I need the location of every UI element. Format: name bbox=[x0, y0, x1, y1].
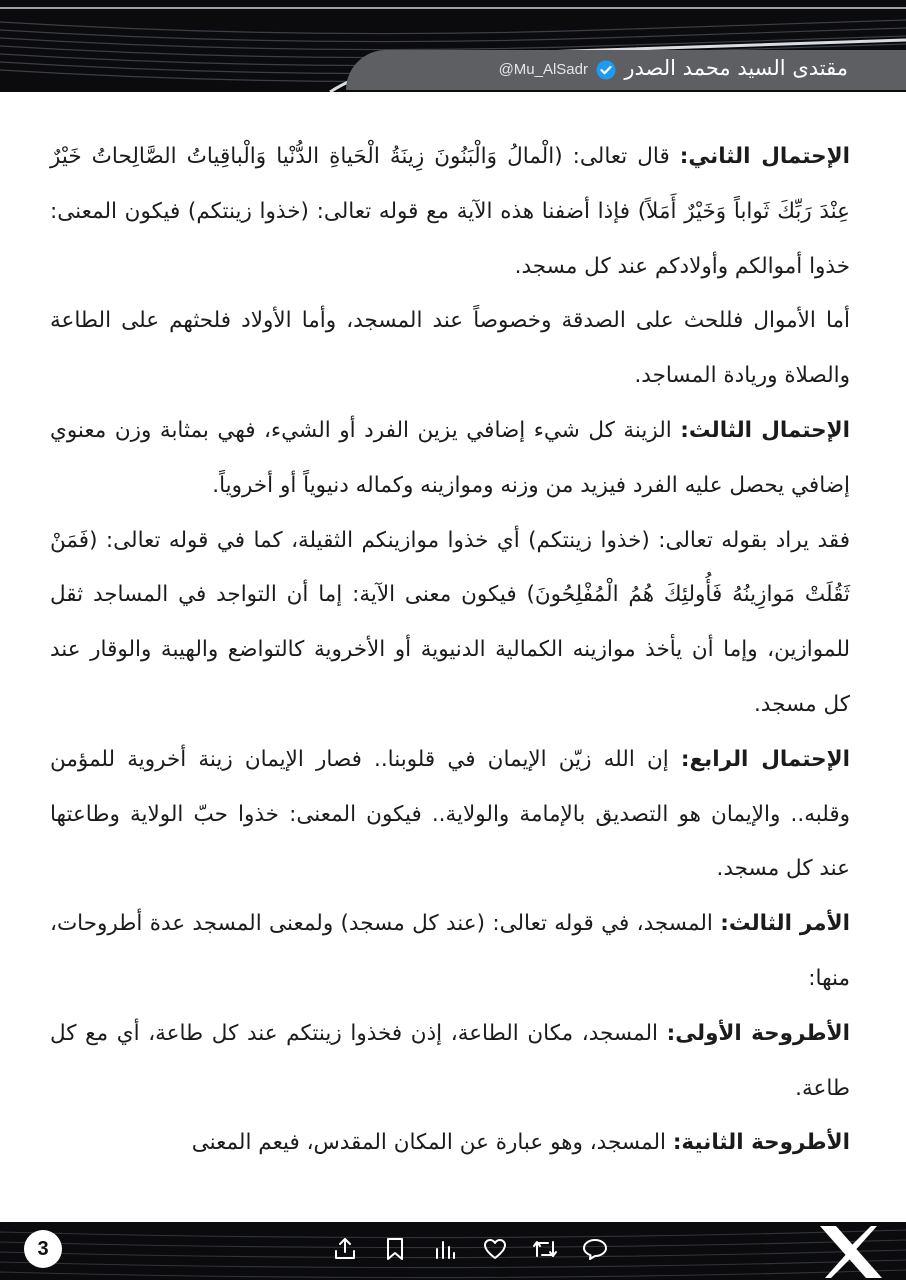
action-icons bbox=[330, 1234, 610, 1264]
paragraph bbox=[50, 514, 850, 733]
bookmark-icon[interactable] bbox=[380, 1234, 410, 1264]
paragraph-label: الأطروحة الثانية: bbox=[672, 1130, 850, 1156]
paragraph-text: قال تعالى: (الْمالُ وَالْبَنُونَ زِينَةُ الْحَياةِ الدُّنْيا وَالْباقِياتُ الصَّالِحاتُ خَيْرٌ عِنْدَ رَبِّكَ ثَواباً وَخَيْرٌ أَمَلاً) فإذا أضفنا هذه الآية مع قوله تعالى: (خذوا زينتكم) فيكون المعنى: خذوا أموالكم وأولادكم عند كل مسجد. bbox=[50, 144, 850, 279]
retweet-icon[interactable] bbox=[530, 1234, 560, 1264]
reply-icon[interactable] bbox=[580, 1234, 610, 1264]
paragraph-label: الأمر الثالث: bbox=[720, 911, 850, 937]
paragraph-text: المسجد، مكان الطاعة، إذن فخذوا زينتكم عند كل طاعة، أي مع كل طاعة. bbox=[50, 1020, 850, 1101]
paragraph-text: المسجد، وهو عبارة عن المكان المقدس، فيعم المعنى bbox=[191, 1130, 673, 1156]
page-number: 3 bbox=[24, 1230, 62, 1268]
share-icon[interactable] bbox=[330, 1234, 360, 1264]
paragraph-text: أما الأموال فللحث على الصدقة وخصوصاً عند المسجد، وأما الأولاد فلحثهم على الطاعة والصلاة وريادة المساجد. bbox=[50, 308, 850, 389]
profile-name: مقتدى السيد محمد الصدر bbox=[624, 56, 848, 80]
paragraph bbox=[50, 1007, 850, 1117]
paragraph-label: الإحتمال الثاني: bbox=[679, 144, 850, 169]
paragraph bbox=[50, 733, 850, 897]
paragraph-text: إن الله زيّن الإيمان في قلوبنا.. فصار الإيمان زينة أخروية للمؤمن وقلبه.. والإيمان هو التصديق بالإمامة والولاية.. فيكون المعنى: خذوا حبّ الولاية وطاعتها عند كل مسجد. bbox=[50, 746, 850, 882]
paragraph-text: فقد يراد بقوله تعالى: (خذوا زينتكم) أي خذوا موازينكم الثقيلة، كما في قوله تعالى: (فَمَنْ ثَقُلَتْ مَوازِينُهُ فَأُولئِكَ هُمُ الْمُفْلِحُونَ) فيكون معنى الآية: إما أن التواجد في المساجد ثقل للموازين، وإما أن يأخذ موازينه الكمالية الدنيوية أو الأخروية كالتواضع والهيبة والوقار عند كل مسجد. bbox=[50, 527, 850, 717]
paragraph-label: الإحتمال الثالث: bbox=[680, 417, 850, 443]
paragraph-label: الإحتمال الرابع: bbox=[680, 746, 850, 772]
paragraph bbox=[50, 130, 850, 294]
paragraph-text: المسجد، في قوله تعالى: (عند كل مسجد) ولمعنى المسجد عدة أطروحات، منها: bbox=[50, 911, 850, 991]
paragraph bbox=[50, 404, 850, 514]
footer-band bbox=[0, 1222, 906, 1280]
like-icon[interactable] bbox=[480, 1234, 510, 1264]
header-band bbox=[0, 0, 906, 92]
paragraph bbox=[50, 897, 850, 1007]
paragraph-text: الزينة كل شيء إضافي يزين الفرد أو الشيء، فهي بمثابة وزن معنوي إضافي يحصل عليه الفرد فيزيد من وزنه وموازينه وكماله دنيوياً أو أخروياً. bbox=[50, 417, 850, 498]
profile-bar[interactable] bbox=[346, 50, 906, 90]
paragraph bbox=[50, 294, 850, 404]
views-icon[interactable] bbox=[430, 1234, 460, 1264]
x-logo-icon bbox=[814, 1224, 888, 1280]
verified-badge-icon bbox=[596, 60, 616, 80]
paragraph-label: الأطروحة الأولى: bbox=[666, 1020, 850, 1046]
paragraph bbox=[50, 1116, 850, 1171]
profile-handle: @Mu_AlSadr bbox=[498, 61, 588, 78]
article-text bbox=[50, 130, 850, 1171]
